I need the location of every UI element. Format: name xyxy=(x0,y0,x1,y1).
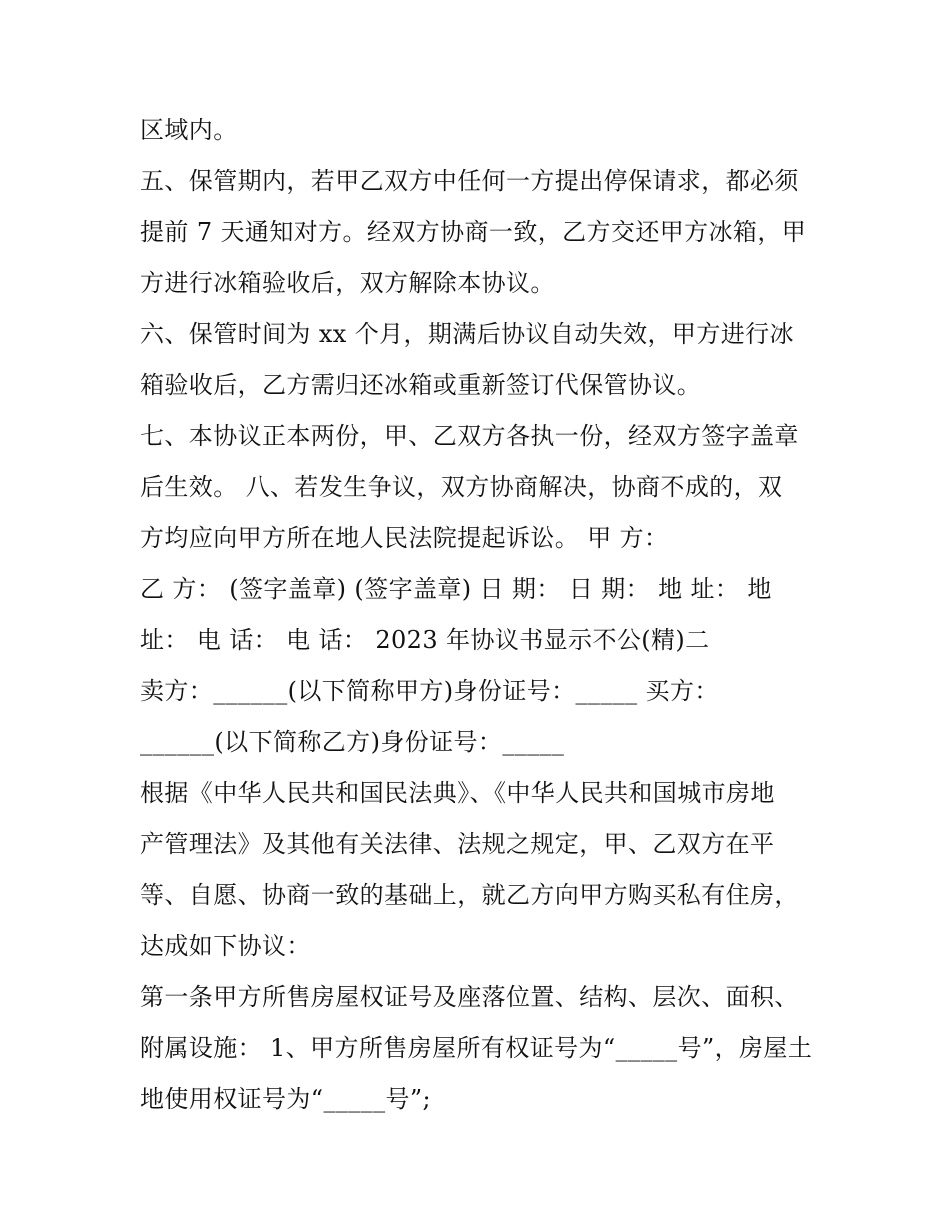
text-line: 址： 电 话： 电 话： 2023 年协议书显示不公(精)二 xyxy=(140,626,710,654)
text-line: 后生效。 八、若发生争议，双方协商解决，协商不成的，双 xyxy=(140,473,783,501)
text-line: 附属设施： 1、甲方所售房屋所有权证号为“_____号”，房屋土 xyxy=(140,1034,813,1062)
text-line: 六、保管时间为 xx 个月，期满后协议自动失效，甲方进行冰 xyxy=(140,320,794,348)
text-line: 五、保管期内，若甲乙双方中任何一方提出停保请求，都必须 xyxy=(140,167,799,195)
text-line: 提前 7 天通知对方。经双方协商一致，乙方交还甲方冰箱，甲 xyxy=(140,218,807,246)
text-line: 产管理法》及其他有关法律、法规之规定，甲、乙双方在平 xyxy=(140,830,775,858)
text-line: 乙 方： (签字盖章) (签字盖章) 日 期： 日 期： 地 址： 地 xyxy=(140,575,772,603)
text-line: 区域内。 xyxy=(140,116,238,144)
text-line: 等、自愿、协商一致的基础上，就乙方向甲方购买私有住房， xyxy=(140,881,799,909)
text-line: 方均应向甲方所在地人民法院提起诉讼。 甲 方： xyxy=(140,524,669,552)
text-line: 达成如下协议： xyxy=(140,932,311,960)
text-line: 七、本协议正本两份，甲、乙双方各执一份，经双方签字盖章 xyxy=(140,422,799,450)
text-line: ______(以下简称乙方)身份证号：_____ xyxy=(140,728,565,756)
text-line: 卖方：______(以下简称甲方)身份证号：_____ 买方： xyxy=(140,677,719,705)
text-line: 方进行冰箱验收后，双方解除本协议。 xyxy=(140,269,555,297)
text-line: 箱验收后，乙方需归还冰箱或重新签订代保管协议。 xyxy=(140,371,702,399)
text-line: 第一条甲方所售房屋权证号及座落位置、结构、层次、面积、 xyxy=(140,983,799,1011)
text-line: 地使用权证号为“_____号”; xyxy=(140,1085,432,1113)
text-line: 根据《中华人民共和国民法典》、《中华人民共和国城市房地 xyxy=(140,779,775,807)
